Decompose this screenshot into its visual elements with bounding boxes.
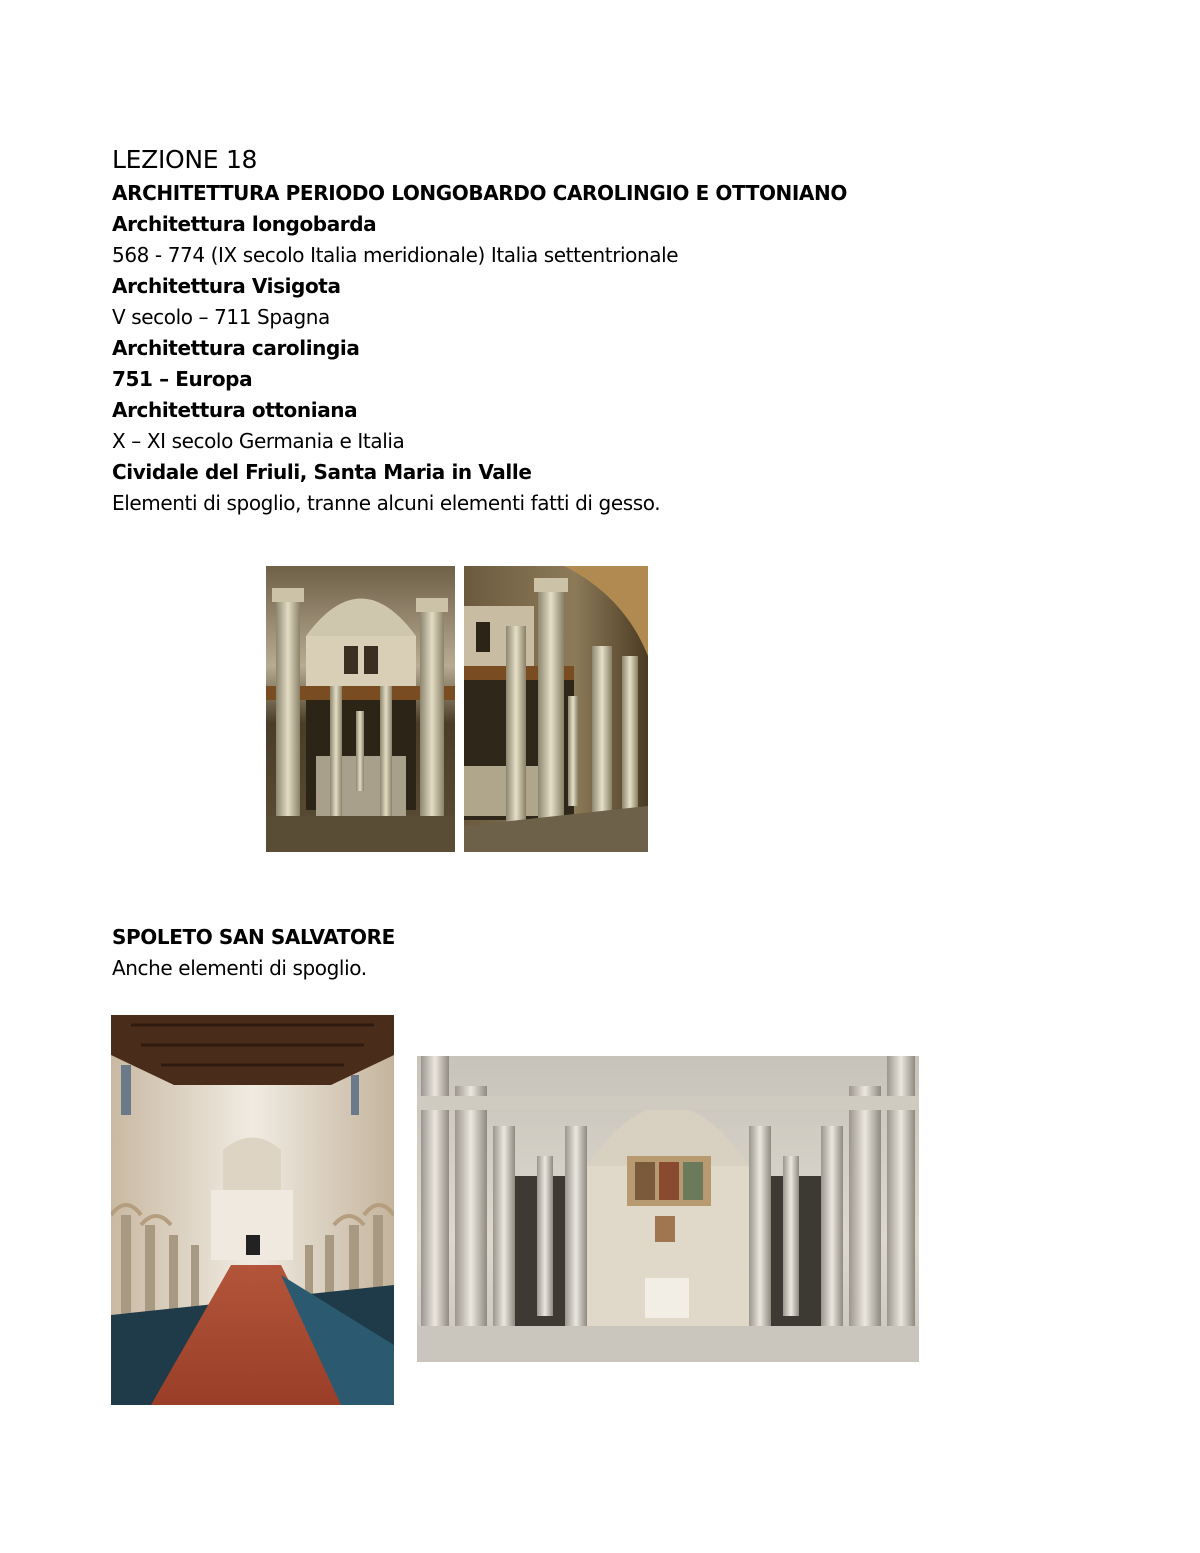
text-carolingia-dates: 751 – Europa	[112, 367, 253, 391]
photo-cividale-interior-left	[266, 566, 455, 852]
text-visigota-dates: V secolo – 711 Spagna	[112, 305, 330, 329]
photo-spoleto-apse	[417, 1056, 919, 1362]
subheading-ottoniana: Architettura ottoniana	[112, 398, 358, 422]
text-longobarda-dates: 568 - 774 (IX secolo Italia meridionale) Italia settentrionale	[112, 243, 679, 267]
subheading-visigota: Architettura Visigota	[112, 274, 341, 298]
spoleto-description: Anche elementi di spoglio.	[112, 956, 367, 980]
spoleto-heading: SPOLETO SAN SALVATORE	[112, 925, 395, 949]
text-cividale-description: Elementi di spoglio, tranne alcuni elementi fatti di gesso.	[112, 491, 661, 515]
subheading-cividale: Cividale del Friuli, Santa Maria in Valle	[112, 460, 532, 484]
text-ottoniana-dates: X – XI secolo Germania e Italia	[112, 429, 405, 453]
lesson-text-block	[112, 142, 1012, 519]
photo-cividale-interior-right	[464, 566, 648, 852]
lesson-title: LEZIONE 18	[112, 145, 258, 174]
photo-spoleto-nave	[111, 1015, 394, 1405]
spoleto-section	[112, 922, 1012, 984]
subheading-carolingia: Architettura carolingia	[112, 336, 360, 360]
subheading-longobarda: Architettura longobarda	[112, 212, 377, 236]
section-heading: ARCHITETTURA PERIODO LONGOBARDO CAROLINGIO E OTTONIANO	[112, 181, 847, 205]
